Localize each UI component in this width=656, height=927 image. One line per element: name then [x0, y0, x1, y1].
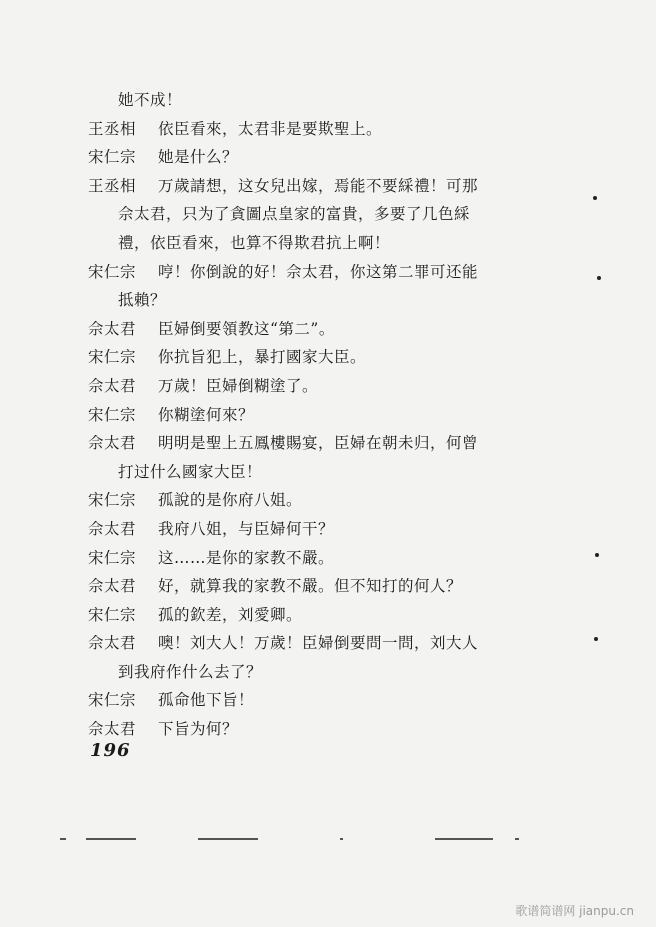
- dialogue-line: [88, 372, 588, 401]
- speech-text: 孤命他下旨！: [158, 691, 255, 710]
- speaker-name: 宋仁宗: [88, 148, 137, 167]
- speaker-name: 佘太君: [88, 319, 137, 338]
- dialogue-line: [88, 200, 588, 229]
- dialogue-line: [88, 401, 588, 430]
- dialogue-line: [88, 486, 588, 515]
- speaker-name: 佘太君: [88, 577, 137, 596]
- speaker-name: 佘太君: [88, 720, 137, 739]
- dialogue-line: [88, 143, 588, 172]
- speech-text: 她是什么？: [158, 148, 239, 167]
- speaker-name: 王丞相: [88, 119, 137, 138]
- speech-text: 明明是聖上五鳳樓賜宴，臣婦在朝未归，何曾: [158, 434, 479, 453]
- speech-text: 禮，依臣看來，也算不得欺君抗上啊！: [118, 233, 391, 252]
- margin-dot: [594, 637, 598, 641]
- speaker-name: 宋仁宗: [88, 262, 137, 281]
- speech-text: 依臣看來，太君非是要欺聖上。: [158, 119, 383, 138]
- margin-dot: [593, 196, 597, 200]
- margin-dot: [597, 276, 601, 280]
- speech-text: 臣婦倒要領教这“第二”。: [158, 319, 335, 338]
- dialogue-line: [88, 458, 588, 487]
- speech-text: 孤的欽差，刘愛卿。: [158, 605, 303, 624]
- dialogue-line: [88, 429, 588, 458]
- dialogue-line: [88, 229, 588, 258]
- speaker-name: 佘太君: [88, 376, 137, 395]
- dialogue-line: [88, 315, 588, 344]
- speaker-name: 佘太君: [88, 434, 137, 453]
- dialogue-line: [88, 115, 588, 144]
- speech-text: 你糊塗何來？: [158, 405, 255, 424]
- dialogue-block: [88, 86, 588, 744]
- watermark: 歌谱简谱网 jianpu.cn: [515, 904, 634, 918]
- speaker-name: 佘太君: [88, 519, 137, 538]
- dialogue-line: [88, 515, 588, 544]
- speech-text: 好，就算我的家教不嚴。但不知打的何人？: [158, 577, 463, 596]
- margin-dot: [595, 553, 599, 557]
- dialogue-line: [88, 629, 588, 658]
- speech-text: 下旨为何？: [158, 720, 239, 739]
- speaker-name: 王丞相: [88, 176, 137, 195]
- speech-text: 我府八姐，与臣婦何干？: [158, 519, 335, 538]
- speaker-name: 宋仁宗: [88, 691, 137, 710]
- speaker-name: 宋仁宗: [88, 605, 137, 624]
- dialogue-line: [88, 172, 588, 201]
- speech-text: 抵賴？: [118, 291, 167, 310]
- speech-text: 打过什么國家大臣！: [118, 462, 263, 481]
- speech-text: 佘太君，只为了貪圖点皇家的富貴，多要了几色綵: [118, 205, 471, 224]
- dialogue-line: [88, 686, 588, 715]
- scan-specks: [60, 836, 530, 842]
- speaker-name: 佘太君: [88, 634, 137, 653]
- speech-text: 你抗旨犯上，暴打國家大臣。: [158, 348, 367, 367]
- dialogue-line: [88, 258, 588, 287]
- dialogue-line: [88, 658, 588, 687]
- dialogue-line: [88, 544, 588, 573]
- dialogue-line: [88, 286, 588, 315]
- page-number: 196: [90, 740, 131, 761]
- speech-text: 她不成！: [118, 91, 183, 109]
- speech-text: 万歲！臣婦倒糊塗了。: [158, 376, 319, 395]
- speaker-name: 宋仁宗: [88, 548, 137, 567]
- speech-text: 万歲請想，这女兒出嫁，焉能不要綵禮！可那: [158, 176, 479, 195]
- dialogue-line: [88, 601, 588, 630]
- dialogue-line: [88, 572, 588, 601]
- speech-text: 这……是你的家教不嚴。: [158, 548, 335, 567]
- speech-text: 哼！你倒說的好！佘太君，你这第二罪可还能: [158, 262, 479, 281]
- speech-text: 噢！刘大人！万歲！臣婦倒要問一問，刘大人: [158, 634, 479, 653]
- dialogue-line: [88, 343, 588, 372]
- speaker-name: 宋仁宗: [88, 348, 137, 367]
- dialogue-line: [88, 86, 588, 115]
- speech-text: 孤說的是你府八姐。: [158, 491, 303, 510]
- speaker-name: 宋仁宗: [88, 405, 137, 424]
- speech-text: 到我府作什么去了？: [118, 662, 263, 681]
- speaker-name: 宋仁宗: [88, 491, 137, 510]
- dialogue-line: [88, 715, 588, 744]
